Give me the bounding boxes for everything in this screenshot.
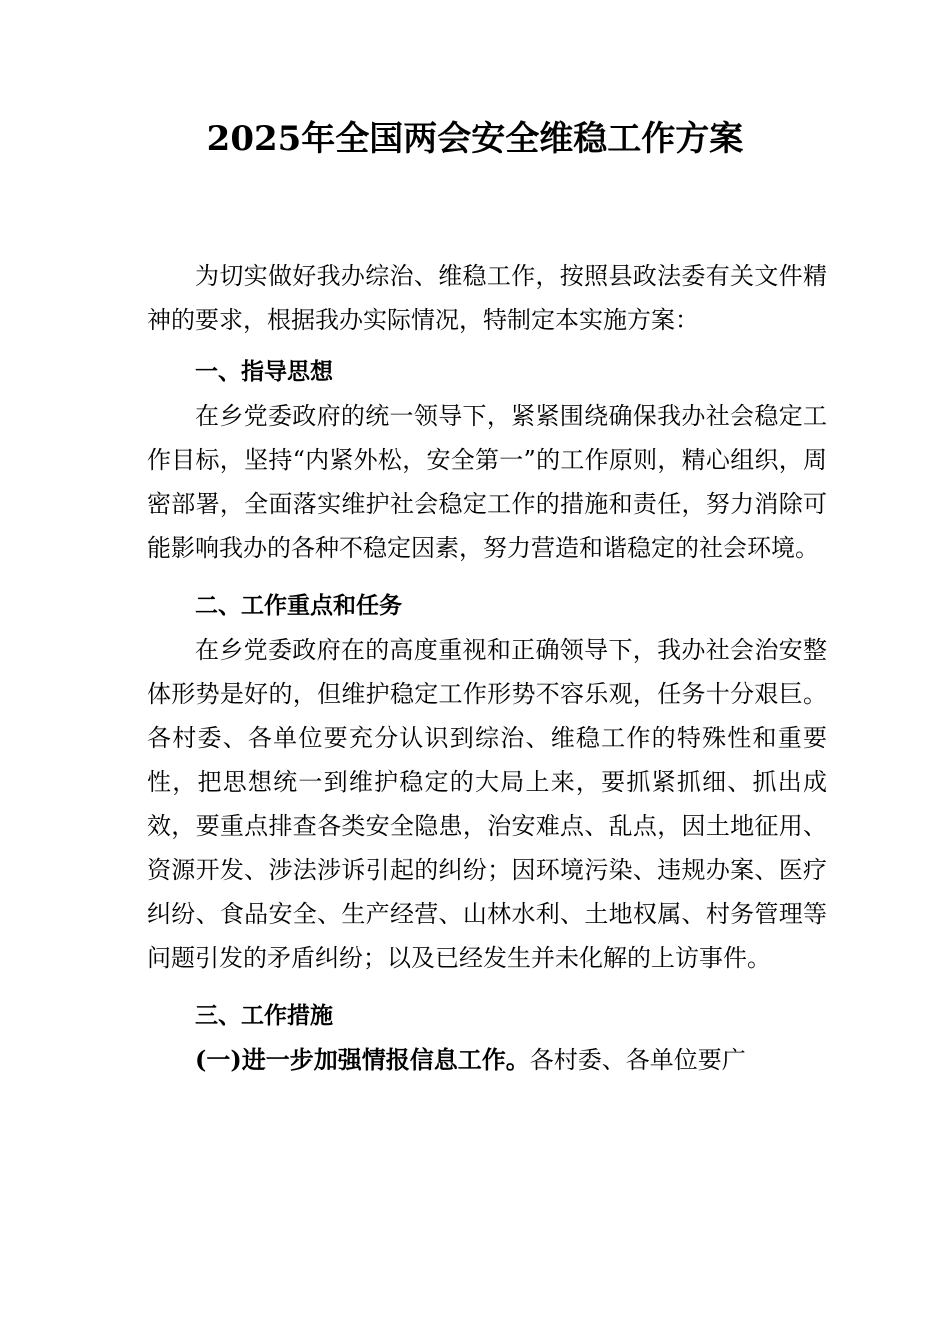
measure-title: (一)进一步加强情报信息工作。 <box>195 1045 530 1074</box>
section-heading-key-tasks: 二、工作重点和任务 <box>195 593 402 619</box>
measure-paragraph <box>147 1038 827 1082</box>
section-paragraph-key-tasks: 在乡党委政府在的高度重视和正确领导下，我办社会治安整体形势是好的，但维护稳定工作形势不容乐观，任务十分艰巨。各村委、各单位要充分认识到综治、维稳工作的特殊性和重要性，把思想统一到维护稳定的大局上来，要抓紧抓细、抓出成效，要重点排查各类安全隐患，治安难点、乱点，因土地征用、资源开发、涉法涉诉引起的纠纷；因环境污染、违规办案、医疗纠纷、食品安全、生产经营、山林水利、土地权属、村务管理等问题引发的矛盾纠纷；以及已经发生并未化解的上访事件。 <box>147 636 827 972</box>
document-title: 2025年全国两会安全维稳工作方案 <box>206 119 744 159</box>
section-spacer <box>147 570 827 576</box>
section-paragraph-guiding-ideology: 在乡党委政府的统一领导下，紧紧围绕确保我办社会稳定工作目标，坚持“内紧外松，安全第一”的工作原则，精心组织，周密部署，全面落实维护社会稳定工作的措施和责任，努力消除可能影响我办的各种不稳定因素，努力营造和谐稳定的社会环境。 <box>147 402 827 562</box>
measure-body: 各村委、各单位要广 <box>529 1046 746 1074</box>
intro-paragraph: 为切实做好我办综治、维稳工作，按照县政法委有关文件精神的要求，根据我办实际情况，特制定本实施方案： <box>147 262 827 334</box>
document-body <box>147 254 827 1082</box>
section-heading-measures: 三、工作措施 <box>195 1003 333 1029</box>
section-spacer <box>147 980 827 986</box>
section-heading-guiding-ideology: 一、指导思想 <box>195 359 333 385</box>
